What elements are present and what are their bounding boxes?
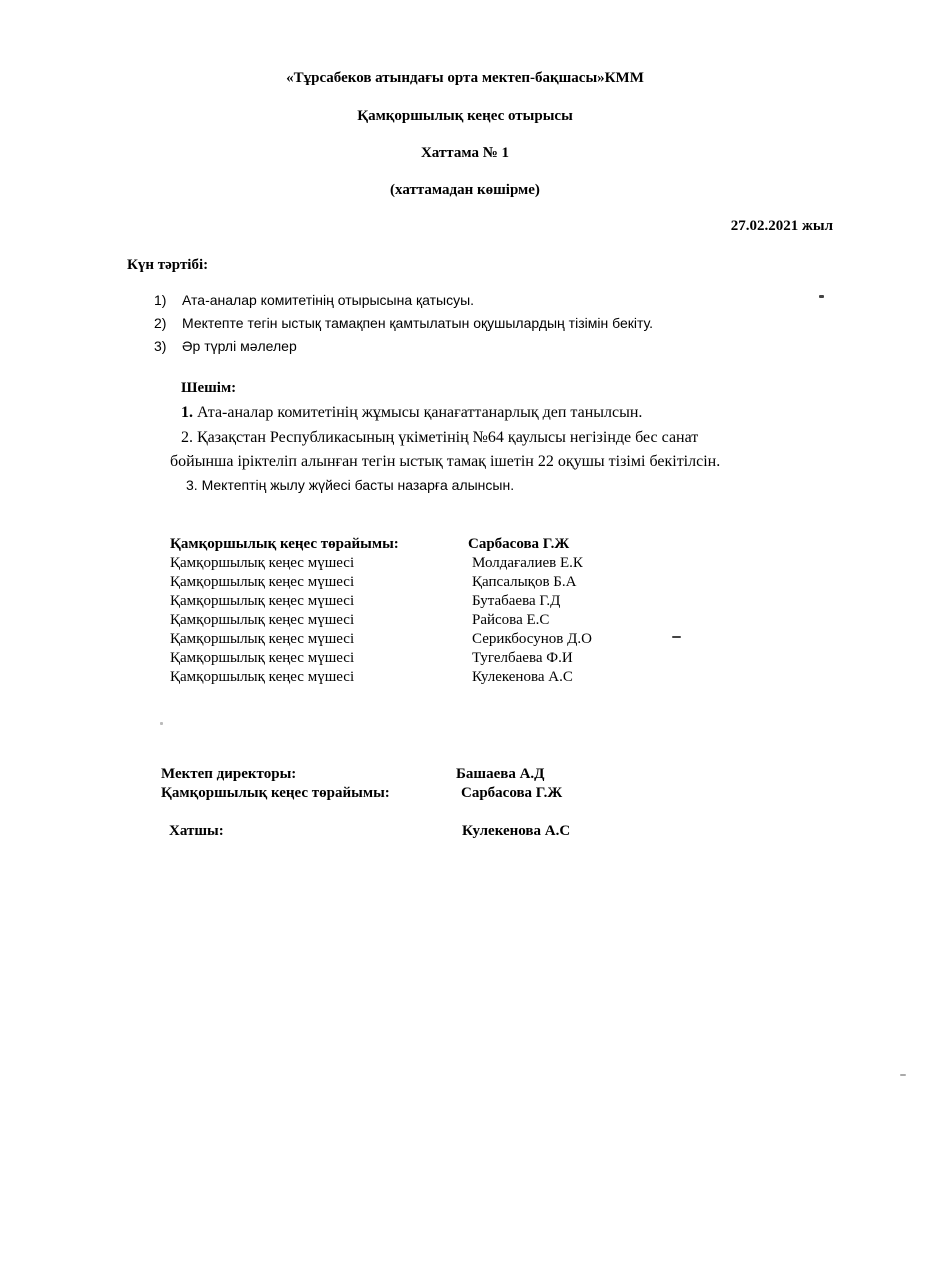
- agenda-item: [154, 315, 653, 331]
- board-member-role: Қамқоршылық кеңес мүшесі: [170, 555, 355, 571]
- board-member-role: Қамқоршылық кеңес мүшесі: [170, 669, 355, 685]
- agenda-item-number: 2): [154, 315, 167, 331]
- board-member-name: Молдағалиев Е.К: [472, 555, 583, 571]
- board-member-name: Райсова Е.С: [472, 612, 550, 628]
- agenda-item-text: Ата-аналар комитетінің отырысына қатысуы.: [182, 292, 475, 308]
- board-member-name: Бутабаева Г.Д: [472, 593, 561, 609]
- document-date: 27.02.2021 жыл: [730, 218, 833, 234]
- decision-title: Шешім:: [181, 380, 237, 396]
- board-member-name: Серикбосунов Д.О: [472, 631, 592, 647]
- board-chair-name: Сарбасова Г.Ж: [468, 536, 570, 552]
- director-role: Мектеп директоры:: [161, 766, 297, 782]
- decision-item-line: 3. Мектептің жылу жүйесі басты назарға алынсын.: [186, 477, 515, 493]
- board-member-role: Қамқоршылық кеңес мүшесі: [170, 593, 355, 609]
- scan-speck: [819, 295, 824, 298]
- board-member-role: Қамқоршылық кеңес мүшесі: [170, 612, 355, 628]
- org-name: «Тұрсабеков атындағы орта мектеп-бақшасы»КММ: [286, 70, 644, 86]
- decision-item-line: 2. Қазақстан Республикасының үкіметінің №64 қаулысы негізінде бес санат: [181, 429, 699, 446]
- board-member-name: Кулекенова А.С: [472, 669, 573, 685]
- secretary-role: Хатшы:: [169, 823, 224, 839]
- secretary-name: Кулекенова А.С: [462, 823, 571, 839]
- board-member-role: Қамқоршылық кеңес мүшесі: [170, 650, 355, 666]
- agenda-item-number: 1): [154, 292, 167, 308]
- agenda-item-text: Мектепте тегін ыстық тамақпен қамтылатын оқушылардың тізімін бекіту.: [182, 315, 654, 331]
- agenda-item-text: Әр түрлі мәлелер: [182, 338, 297, 354]
- extract-note: (хаттамадан көшірме): [390, 182, 540, 198]
- decision-item-number: 1.: [181, 404, 193, 421]
- agenda-title: Күн тәртібі:: [127, 257, 209, 273]
- board-member-name: Тугелбаева Ф.И: [472, 650, 573, 666]
- decision-item-line: бойынша іріктеліп алынған тегін ыстық тамақ ішетін 22 оқушы тізімі бекітілсін.: [170, 453, 721, 470]
- board-member-role: Қамқоршылық кеңес мүшесі: [170, 631, 355, 647]
- chair-signature-role: Қамқоршылық кеңес төрайымы:: [161, 785, 390, 801]
- board-member-role: Қамқоршылық кеңес мүшесі: [170, 574, 355, 590]
- agenda-item: [154, 292, 474, 308]
- director-name: Башаева А.Д: [456, 766, 545, 782]
- agenda-item: [154, 338, 297, 354]
- meeting-title: Қамқоршылық кеңес отырысы: [357, 108, 573, 124]
- scan-speck: [160, 722, 163, 725]
- decision-item: [181, 401, 642, 425]
- protocol-number: Хаттама № 1: [420, 145, 510, 161]
- agenda-item-number: 3): [154, 338, 167, 354]
- chair-signature-name: Сарбасова Г.Ж: [461, 785, 563, 801]
- decision-item-text: Ата-аналар комитетінің жұмысы қанағаттанарлық деп танылсын.: [193, 404, 643, 421]
- scan-speck: [672, 636, 681, 638]
- board-member-name: Қапсалықов Б.А: [472, 574, 577, 590]
- scan-speck: [900, 1074, 906, 1076]
- board-chair-role: Қамқоршылық кеңес төрайымы:: [170, 536, 399, 552]
